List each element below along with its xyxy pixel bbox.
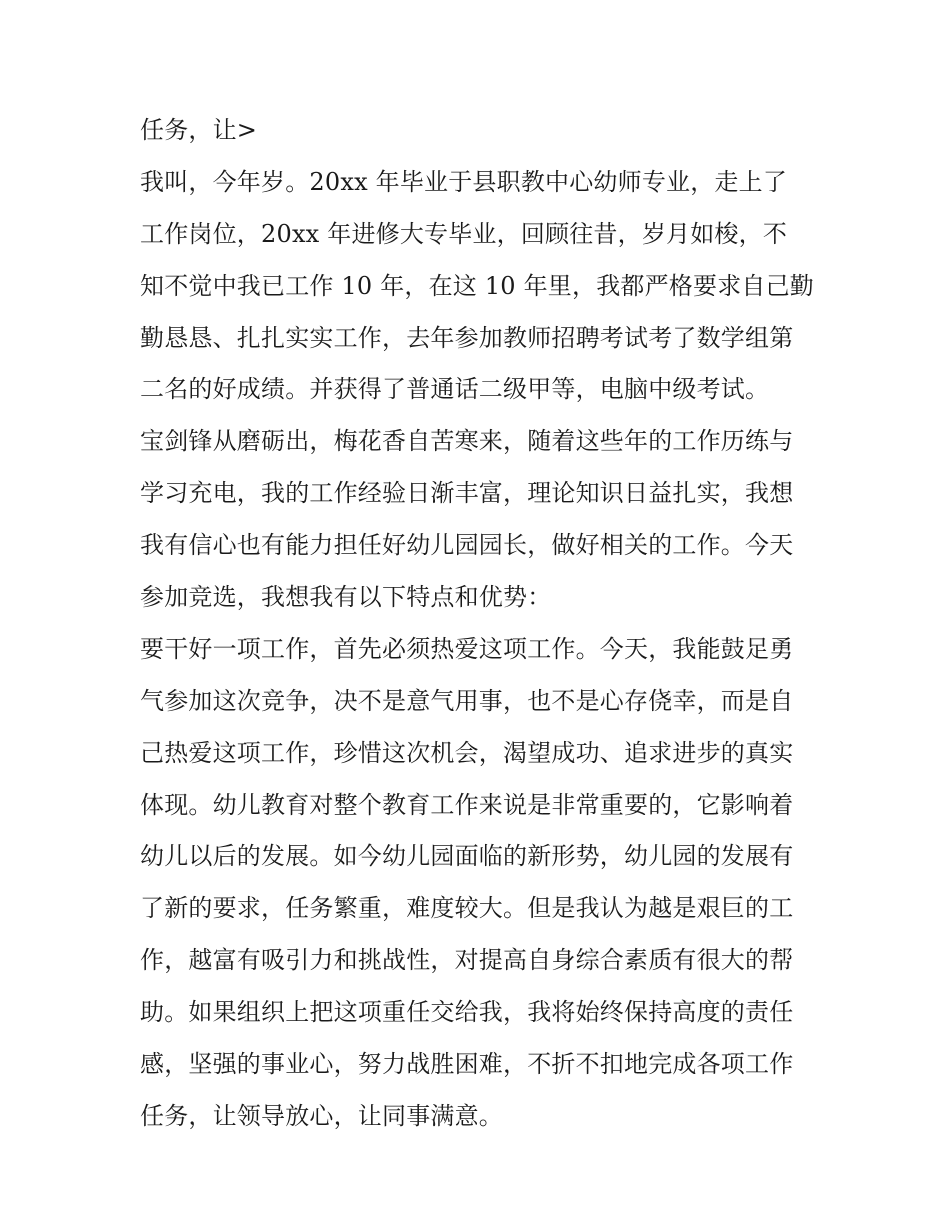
text-line: 感，坚强的事业心，努力战胜困难，不折不扣地完成各项工作 bbox=[140, 1050, 794, 1079]
text-line: 了新的要求，任务繁重，难度较大。但是我认为越是艰巨的工 bbox=[140, 894, 794, 923]
text-line: 要干好一项工作，首先必须热爱这项工作。今天，我能鼓足勇 bbox=[140, 634, 794, 663]
text-line: 二名的好成绩。并获得了普通话二级甲等，电脑中级考试。 bbox=[140, 375, 770, 404]
text-line: 体现。幼儿教育对整个教育工作来说是非常重要的，它影响着 bbox=[140, 790, 794, 819]
text-line: 任务，让> bbox=[140, 116, 258, 144]
text-line: 己热爱这项工作，珍惜这次机会，渴望成功、追求进步的真实 bbox=[140, 738, 794, 767]
text-line: 我有信心也有能力担任好幼儿园园长，做好相关的工作。今天 bbox=[140, 531, 794, 560]
text-line: 作，越富有吸引力和挑战性，对提高自身综合素质有很大的帮 bbox=[140, 946, 794, 975]
text-line: 知不觉中我已工作 10 年，在这 10 年里，我都严格要求自己勤 bbox=[140, 271, 814, 300]
text-line: 工作岗位，20xx 年进修大专毕业，回顾往昔，岁月如梭，不 bbox=[140, 219, 788, 248]
document-body bbox=[140, 105, 820, 1143]
text-line: 气参加这次竞争，决不是意气用事，也不是心存侥幸，而是自 bbox=[140, 686, 794, 715]
text-line: 参加竞选，我想我有以下特点和优势： bbox=[140, 583, 552, 612]
text-line: 我叫，今年岁。20xx 年毕业于县职教中心幼师专业，走上了 bbox=[140, 167, 788, 196]
text-line: 宝剑锋从磨砺出，梅花香自苦寒来，随着这些年的工作历练与 bbox=[140, 427, 794, 456]
text-line: 学习充电，我的工作经验日渐丰富，理论知识日益扎实，我想 bbox=[140, 479, 794, 508]
text-line: 任务，让领导放心，让同事满意。 bbox=[140, 1101, 503, 1130]
text-line: 幼儿以后的发展。如今幼儿园面临的新形势，幼儿园的发展有 bbox=[140, 842, 794, 871]
text-line: 助。如果组织上把这项重任交给我，我将始终保持高度的责任 bbox=[140, 998, 794, 1027]
text-line: 勤恳恳、扎扎实实工作，去年参加教师招聘考试考了数学组第 bbox=[140, 323, 794, 352]
